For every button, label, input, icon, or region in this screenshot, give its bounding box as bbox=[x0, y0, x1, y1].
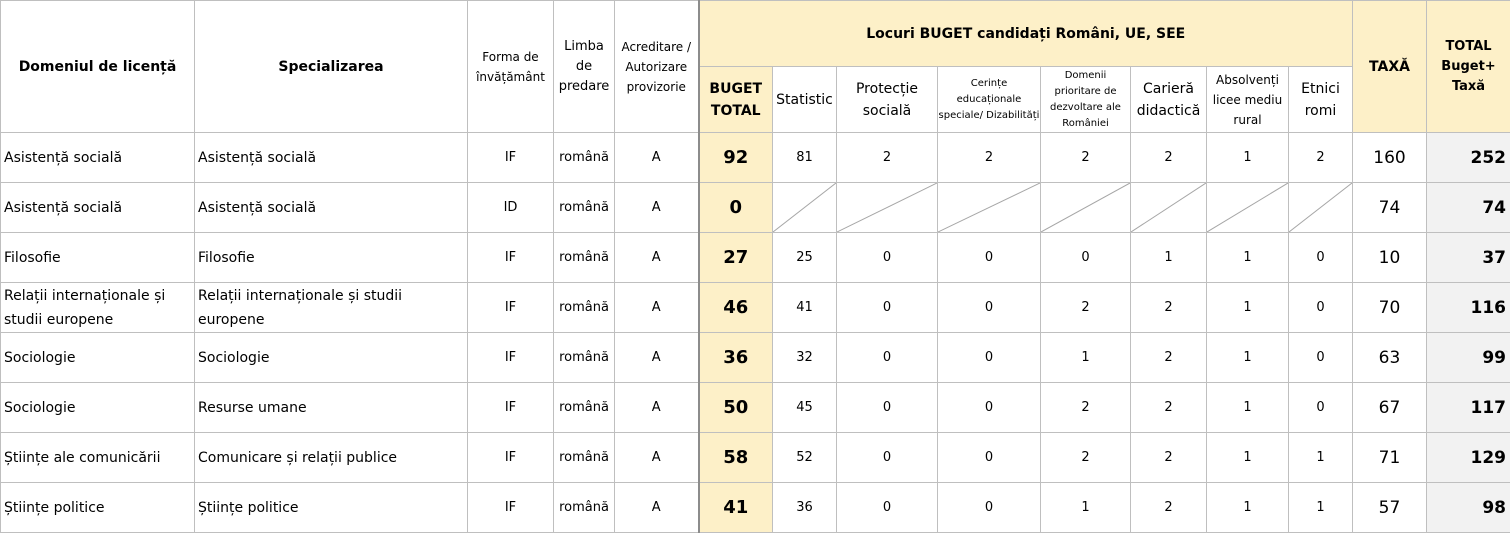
header-specializare: Specializarea bbox=[195, 1, 468, 133]
cell-cerinte: 0 bbox=[938, 333, 1041, 383]
header-domeniu: Domeniul de licență bbox=[1, 1, 195, 133]
cell-buget-total: 92 bbox=[699, 133, 773, 183]
table-row bbox=[1, 333, 1510, 383]
cell-specializare: Resurse umane bbox=[195, 383, 468, 433]
cell-absolventi: 1 bbox=[1207, 283, 1289, 333]
cell-domenii: 1 bbox=[1041, 333, 1131, 383]
cell-statistic: 41 bbox=[773, 283, 837, 333]
cell-protectie: 2 bbox=[837, 133, 938, 183]
cell-specializare: Științe politice bbox=[195, 483, 468, 533]
cell-specializare: Relații internaționale și studii europene bbox=[195, 283, 468, 333]
cell-acreditare: A bbox=[615, 133, 699, 183]
cell-etnici: 0 bbox=[1289, 233, 1353, 283]
cell-domenii: 2 bbox=[1041, 283, 1131, 333]
cell-etnici: 0 bbox=[1289, 383, 1353, 433]
cell-total: 99 bbox=[1427, 333, 1510, 383]
cell-etnici: 0 bbox=[1289, 283, 1353, 333]
cell-taxa: 67 bbox=[1353, 383, 1427, 433]
cell-etnici: 2 bbox=[1289, 133, 1353, 183]
cell-protectie: 0 bbox=[837, 333, 938, 383]
cell-absolventi: 1 bbox=[1207, 483, 1289, 533]
cell-domenii: 2 bbox=[1041, 433, 1131, 483]
cell-cariera: 2 bbox=[1131, 483, 1207, 533]
cell-total: 74 bbox=[1427, 183, 1510, 233]
cell-statistic: 45 bbox=[773, 383, 837, 433]
cell-total: 98 bbox=[1427, 483, 1510, 533]
cell-statistic: 81 bbox=[773, 133, 837, 183]
header-taxa: TAXĂ bbox=[1353, 1, 1427, 133]
cell-buget-total: 36 bbox=[699, 333, 773, 383]
cell-buget-total: 27 bbox=[699, 233, 773, 283]
header-etnici: Etnici romi bbox=[1289, 67, 1353, 133]
cell-taxa: 160 bbox=[1353, 133, 1427, 183]
cell-domenii: 1 bbox=[1041, 483, 1131, 533]
cell-domeniu: Relații internaționale și studii europene bbox=[1, 283, 195, 333]
cell-cariera: 2 bbox=[1131, 283, 1207, 333]
header-cerinte: Cerințe educaționale speciale/ Dizabilități bbox=[938, 67, 1041, 133]
cell-limba: română bbox=[554, 333, 615, 383]
table-row bbox=[1, 133, 1510, 183]
cell-total: 117 bbox=[1427, 383, 1510, 433]
cell-buget-total: 46 bbox=[699, 283, 773, 333]
cell-protectie: 0 bbox=[837, 233, 938, 283]
header-limba: Limba de predare bbox=[554, 1, 615, 133]
cell-domeniu: Științe ale comunicării bbox=[1, 433, 195, 483]
table-row bbox=[1, 233, 1510, 283]
cell-buget-total: 58 bbox=[699, 433, 773, 483]
cell-forma: IF bbox=[468, 483, 554, 533]
cell-forma: IF bbox=[468, 433, 554, 483]
cell-cerinte: 0 bbox=[938, 483, 1041, 533]
cell-etnici: 1 bbox=[1289, 483, 1353, 533]
cell-etnici: 1 bbox=[1289, 433, 1353, 483]
header-statistic: Statistic bbox=[773, 67, 837, 133]
header-protectie: Protecție socială bbox=[837, 67, 938, 133]
cell-cariera: 2 bbox=[1131, 333, 1207, 383]
cell-cerinte-not-applicable bbox=[938, 183, 1041, 233]
cell-limba: română bbox=[554, 433, 615, 483]
cell-protectie-not-applicable bbox=[837, 183, 938, 233]
cell-absolventi: 1 bbox=[1207, 233, 1289, 283]
cell-acreditare: A bbox=[615, 483, 699, 533]
cell-specializare: Comunicare și relații publice bbox=[195, 433, 468, 483]
cell-protectie: 0 bbox=[837, 283, 938, 333]
cell-limba: română bbox=[554, 483, 615, 533]
cell-cariera: 2 bbox=[1131, 133, 1207, 183]
cell-total: 37 bbox=[1427, 233, 1510, 283]
header-locuri-buget: Locuri BUGET candidați Români, UE, SEE bbox=[699, 1, 1353, 67]
cell-taxa: 74 bbox=[1353, 183, 1427, 233]
cell-limba: română bbox=[554, 383, 615, 433]
cell-cariera: 2 bbox=[1131, 433, 1207, 483]
cell-total: 129 bbox=[1427, 433, 1510, 483]
cell-buget-total: 41 bbox=[699, 483, 773, 533]
cell-specializare: Filosofie bbox=[195, 233, 468, 283]
cell-acreditare: A bbox=[615, 383, 699, 433]
cell-specializare: Asistență socială bbox=[195, 133, 468, 183]
cell-forma: IF bbox=[468, 383, 554, 433]
cell-protectie: 0 bbox=[837, 433, 938, 483]
cell-domenii: 0 bbox=[1041, 233, 1131, 283]
cell-cerinte: 0 bbox=[938, 383, 1041, 433]
header-acreditare: Acreditare / Autorizare provizorie bbox=[615, 1, 699, 133]
table-row bbox=[1, 283, 1510, 333]
header-cariera: Carieră didactică bbox=[1131, 67, 1207, 133]
cell-forma: IF bbox=[468, 333, 554, 383]
cell-specializare: Asistență socială bbox=[195, 183, 468, 233]
header-domenii: Domenii prioritare de dezvoltare ale României bbox=[1041, 67, 1131, 133]
cell-domeniu: Asistență socială bbox=[1, 183, 195, 233]
table-row bbox=[1, 433, 1510, 483]
cell-statistic: 25 bbox=[773, 233, 837, 283]
cell-statistic: 52 bbox=[773, 433, 837, 483]
table-row bbox=[1, 183, 1510, 233]
cell-domeniu: Științe politice bbox=[1, 483, 195, 533]
cell-forma: IF bbox=[468, 233, 554, 283]
cell-domenii: 2 bbox=[1041, 133, 1131, 183]
cell-protectie: 0 bbox=[837, 383, 938, 433]
header-forma: Forma de învățământ bbox=[468, 1, 554, 133]
cell-buget-total: 50 bbox=[699, 383, 773, 433]
cell-taxa: 63 bbox=[1353, 333, 1427, 383]
cell-acreditare: A bbox=[615, 333, 699, 383]
cell-etnici-not-applicable bbox=[1289, 183, 1353, 233]
cell-domeniu: Asistență socială bbox=[1, 133, 195, 183]
cell-domeniu: Sociologie bbox=[1, 333, 195, 383]
cell-acreditare: A bbox=[615, 183, 699, 233]
cell-acreditare: A bbox=[615, 233, 699, 283]
cell-etnici: 0 bbox=[1289, 333, 1353, 383]
cell-absolventi: 1 bbox=[1207, 383, 1289, 433]
cell-statistic: 36 bbox=[773, 483, 837, 533]
cell-taxa: 57 bbox=[1353, 483, 1427, 533]
cell-limba: română bbox=[554, 233, 615, 283]
cell-acreditare: A bbox=[615, 433, 699, 483]
cell-forma: ID bbox=[468, 183, 554, 233]
cell-cerinte: 0 bbox=[938, 233, 1041, 283]
cell-domeniu: Sociologie bbox=[1, 383, 195, 433]
cell-domenii: 2 bbox=[1041, 383, 1131, 433]
cell-acreditare: A bbox=[615, 283, 699, 333]
cell-statistic: 32 bbox=[773, 333, 837, 383]
cell-absolventi: 1 bbox=[1207, 333, 1289, 383]
cell-taxa: 10 bbox=[1353, 233, 1427, 283]
cell-absolventi-not-applicable bbox=[1207, 183, 1289, 233]
cell-cariera: 2 bbox=[1131, 383, 1207, 433]
cell-statistic-not-applicable bbox=[773, 183, 837, 233]
cell-buget-total: 0 bbox=[699, 183, 773, 233]
cell-protectie: 0 bbox=[837, 483, 938, 533]
cell-limba: română bbox=[554, 283, 615, 333]
table-row bbox=[1, 483, 1510, 533]
cell-taxa: 70 bbox=[1353, 283, 1427, 333]
cell-cariera-not-applicable bbox=[1131, 183, 1207, 233]
cell-cerinte: 0 bbox=[938, 433, 1041, 483]
cell-cariera: 1 bbox=[1131, 233, 1207, 283]
cell-cerinte: 0 bbox=[938, 283, 1041, 333]
cell-total: 116 bbox=[1427, 283, 1510, 333]
cell-forma: IF bbox=[468, 133, 554, 183]
cell-forma: IF bbox=[468, 283, 554, 333]
cell-absolventi: 1 bbox=[1207, 133, 1289, 183]
cell-taxa: 71 bbox=[1353, 433, 1427, 483]
cell-limba: română bbox=[554, 133, 615, 183]
cell-specializare: Sociologie bbox=[195, 333, 468, 383]
cell-absolventi: 1 bbox=[1207, 433, 1289, 483]
cell-cerinte: 2 bbox=[938, 133, 1041, 183]
header-buget-total: BUGET TOTAL bbox=[699, 67, 773, 133]
cell-limba: română bbox=[554, 183, 615, 233]
cell-total: 252 bbox=[1427, 133, 1510, 183]
header-total: TOTAL Buget+ Taxă bbox=[1427, 1, 1510, 133]
header-absolventi: Absolvenți licee mediu rural bbox=[1207, 67, 1289, 133]
cell-domeniu: Filosofie bbox=[1, 233, 195, 283]
cell-domenii-not-applicable bbox=[1041, 183, 1131, 233]
table-row bbox=[1, 383, 1510, 433]
